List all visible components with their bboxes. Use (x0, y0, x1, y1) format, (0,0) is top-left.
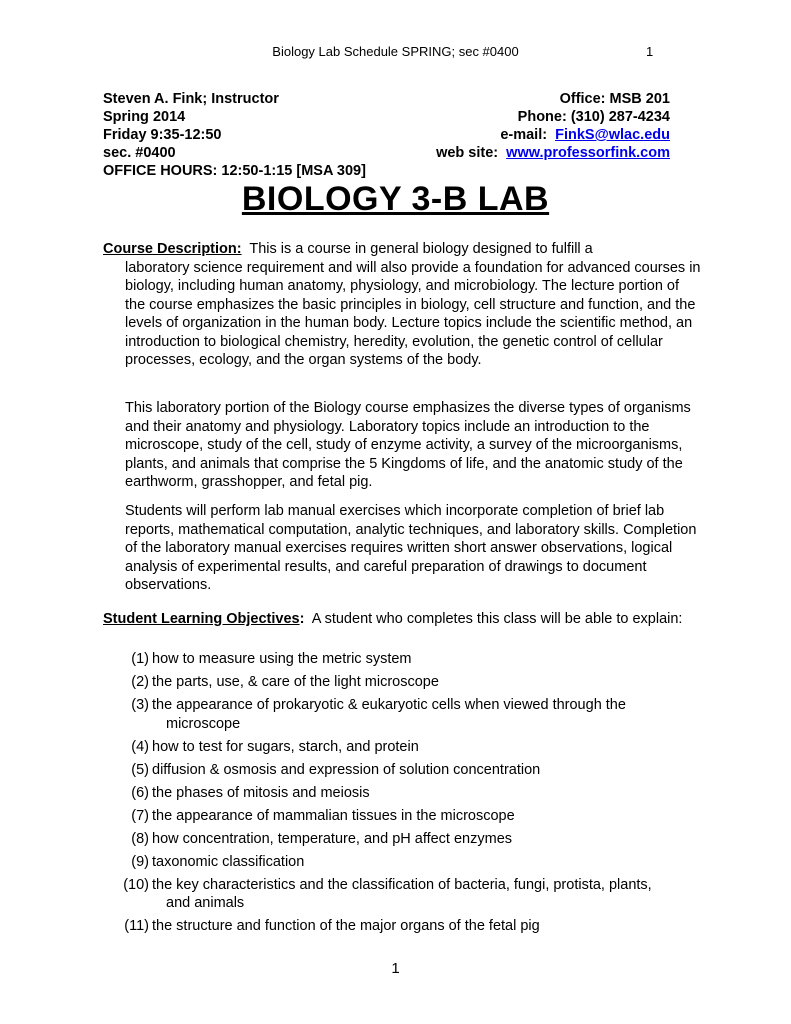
objective-text (152, 853, 703, 872)
lab-exercises-paragraph: Students will perform lab manual exercises which incorporate completion of brief lab reports, mathematical computation, analytic techniques, and laboratory skills. Completion of the laboratory manual exercises requires written short answer observations, logical analysis of experimental results, and careful preparation of drawings to document observations. (125, 503, 697, 593)
objective-number: (4) (131, 738, 149, 755)
email-label: e-mail: (500, 127, 556, 143)
objective-number: (1) (131, 651, 149, 667)
objective-number: (11) (124, 918, 149, 934)
objective-text-line: the phases of mitosis and meiosis (152, 784, 370, 801)
objective-number: (10) (123, 876, 149, 893)
course-description-heading: Course Description: (103, 241, 242, 257)
website-row (436, 144, 670, 162)
objective-item (103, 696, 703, 733)
instructor-name: Steven A. Fink; Instructor (103, 91, 279, 107)
course-description (103, 240, 703, 370)
objective-text (152, 696, 703, 733)
running-header-page-number: 1 (646, 44, 654, 59)
objective-text-line: how to measure using the metric system (152, 651, 412, 667)
objective-text (152, 673, 703, 692)
objective-number: (6) (131, 784, 149, 801)
objective-text (152, 650, 703, 669)
objective-item (103, 807, 703, 826)
objective-text (152, 761, 703, 780)
objective-text-line: how to test for sugars, starch, and protein (152, 738, 419, 755)
objective-item (103, 738, 703, 757)
objective-text-line: the appearance of mammalian tissues in the microscope (152, 807, 515, 824)
page-title: BIOLOGY 3-B LAB (241, 180, 550, 218)
objective-text-line: the key characteristics and the classification of bacteria, fungi, protista, plants, (152, 876, 652, 893)
objective-item (103, 650, 703, 669)
objectives-intro-text: A student who completes this class will be able to explain: (304, 611, 683, 627)
objective-text-line: taxonomic classification (152, 853, 305, 870)
objective-number: (7) (131, 807, 149, 824)
phone-number: Phone: (310) 287-4234 (517, 109, 670, 125)
office-location: Office: MSB 201 (559, 91, 670, 107)
objective-item (103, 673, 703, 692)
office-hours: OFFICE HOURS: 12:50-1:15 [MSA 309] (103, 163, 366, 179)
objective-text-line: diffusion & osmosis and expression of solution concentration (152, 761, 541, 778)
email-link[interactable]: FinkS@wlac.edu (555, 127, 670, 143)
class-time: Friday 9:35-12:50 (103, 127, 222, 143)
objective-text-line: the structure and function of the major organs of the fetal pig (152, 918, 540, 934)
objectives-heading-colon: : (299, 611, 305, 627)
objective-text-line: the appearance of prokaryotic & eukaryotic cells when viewed through the (152, 697, 626, 713)
objective-text-continuation: and animals (166, 895, 245, 911)
objective-item (103, 853, 703, 872)
contact-info (436, 90, 670, 162)
semester: Spring 2014 (103, 109, 186, 125)
objective-number: (2) (131, 674, 149, 690)
objective-item (103, 830, 703, 849)
website-label: web site: (436, 145, 507, 161)
objective-text (152, 784, 703, 803)
objective-item (103, 917, 703, 936)
objective-text (152, 738, 703, 757)
objective-number: (3) (131, 697, 149, 713)
objective-number: (5) (131, 761, 149, 778)
objective-text-continuation: microscope (166, 715, 241, 732)
objective-item (103, 784, 703, 803)
course-description-first-line: This is a course in general biology designed to fulfill a (241, 241, 593, 257)
objective-text-line: the parts, use, & care of the light microscope (152, 674, 439, 690)
running-header-title: Biology Lab Schedule SPRING; sec #0400 (272, 44, 519, 59)
objective-item (103, 876, 703, 913)
objective-number: (9) (131, 853, 149, 870)
website-link[interactable]: www.professorfink.com (506, 145, 670, 161)
objective-number: (8) (131, 830, 149, 847)
lab-portion-paragraph: This laboratory portion of the Biology course emphasizes the diverse types of organisms and their anatomy and physiology. Laboratory topics include an introduction to the microscope, study of the cell, study of enzyme activity, a survey of the microorganisms, plants, and animals that comprise the 5 Kingdoms of life, and the anatomic study of the earthworm, grasshopper, and fetal pig. (125, 400, 691, 490)
email-row (436, 126, 670, 144)
objective-text (152, 807, 703, 826)
objectives-heading: Student Learning Objectives (103, 611, 300, 627)
objective-text (152, 917, 703, 936)
objective-text (152, 830, 703, 849)
footer-page-number: 1 (391, 960, 400, 977)
section-number: sec. #0400 (103, 145, 176, 161)
objective-item (103, 761, 703, 780)
objectives-intro (103, 610, 703, 629)
course-description-body: laboratory science requirement and will also provide a foundation for advanced courses in biology, including human anatomy, physiology, and microbiology. The lecture portion of the course emphasizes the basic principles in biology, cell structure and function, and the levels of organization in the human body. Lecture topics include the scientific method, an introduction to biological chemistry, heredity, evolution, the genetic control of cellular processes, ecology, and the organ systems of the body. (125, 259, 701, 368)
objectives-list (103, 650, 703, 940)
objective-text (152, 876, 703, 913)
instructor-info (103, 90, 366, 180)
objective-text-line: how concentration, temperature, and pH affect enzymes (152, 830, 513, 847)
